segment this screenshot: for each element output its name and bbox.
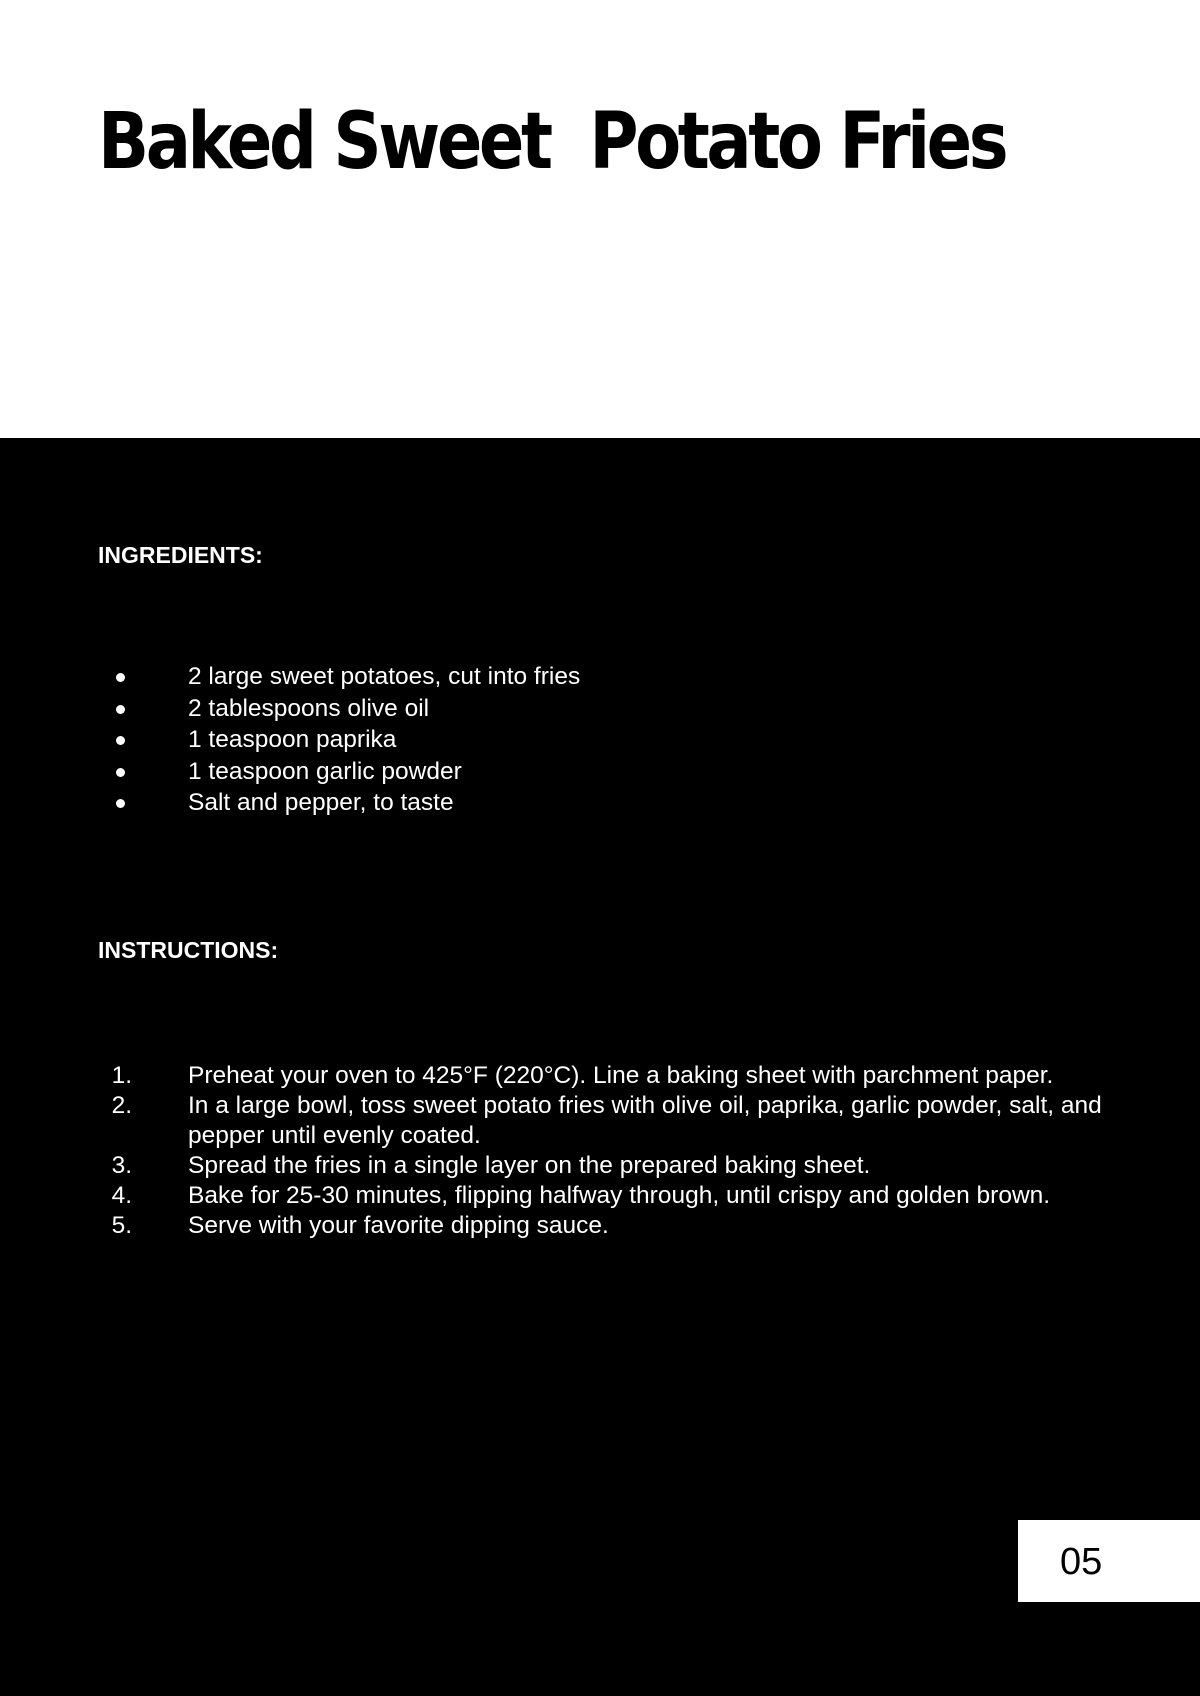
ingredient-text: 1 teaspoon paprika xyxy=(188,726,397,753)
step-text: Spread the fries in a single layer on the prepared baking sheet. xyxy=(188,1152,871,1179)
step-number: 3. xyxy=(111,1152,132,1179)
ingredient-text: 2 large sweet potatoes, cut into fries xyxy=(188,663,581,690)
page-number-box xyxy=(1018,1520,1200,1602)
ingredient-item xyxy=(0,724,1100,756)
title-section xyxy=(0,0,1200,438)
step-text: Serve with your favorite dipping sauce. xyxy=(188,1212,609,1239)
instruction-step xyxy=(0,1151,1110,1181)
bullet-icon xyxy=(116,799,125,808)
ingredient-item xyxy=(0,661,1100,693)
step-text: In a large bowl, toss sweet potato fries with olive oil, paprika, garlic powder, salt, and pepper until evenly coated. xyxy=(188,1092,1102,1149)
instruction-step xyxy=(0,1091,1110,1151)
page-number: 05 xyxy=(1060,1541,1103,1583)
step-number: 5. xyxy=(111,1212,132,1239)
recipe-title: Baked Sweet Potato Fries xyxy=(98,97,1006,187)
step-number: 2. xyxy=(111,1092,132,1119)
recipe-content xyxy=(0,438,1200,1696)
instructions-list xyxy=(0,1061,1110,1241)
instruction-step xyxy=(0,1181,1110,1211)
ingredients-heading: INGREDIENTS: xyxy=(98,542,263,568)
step-number: 1. xyxy=(111,1062,132,1089)
bullet-icon xyxy=(116,705,125,714)
instruction-step xyxy=(0,1061,1110,1091)
ingredient-item xyxy=(0,787,1100,819)
step-text: Preheat your oven to 425°F (220°C). Line a baking sheet with parchment paper. xyxy=(188,1062,1054,1089)
step-number: 4. xyxy=(111,1182,132,1209)
ingredient-item xyxy=(0,693,1100,725)
instruction-step xyxy=(0,1211,1110,1241)
ingredient-text: 2 tablespoons olive oil xyxy=(188,694,430,722)
ingredients-list xyxy=(0,661,1100,819)
ingredient-text: 1 teaspoon garlic powder xyxy=(188,757,462,785)
bullet-icon xyxy=(116,768,125,777)
bullet-icon xyxy=(116,736,125,745)
step-text: Bake for 25-30 minutes, flipping halfway through, until crispy and golden brown. xyxy=(188,1182,1051,1209)
ingredient-text: Salt and pepper, to taste xyxy=(188,789,454,816)
instructions-heading: INSTRUCTIONS: xyxy=(98,937,279,963)
bullet-icon xyxy=(116,673,125,682)
ingredient-item xyxy=(0,756,1100,788)
